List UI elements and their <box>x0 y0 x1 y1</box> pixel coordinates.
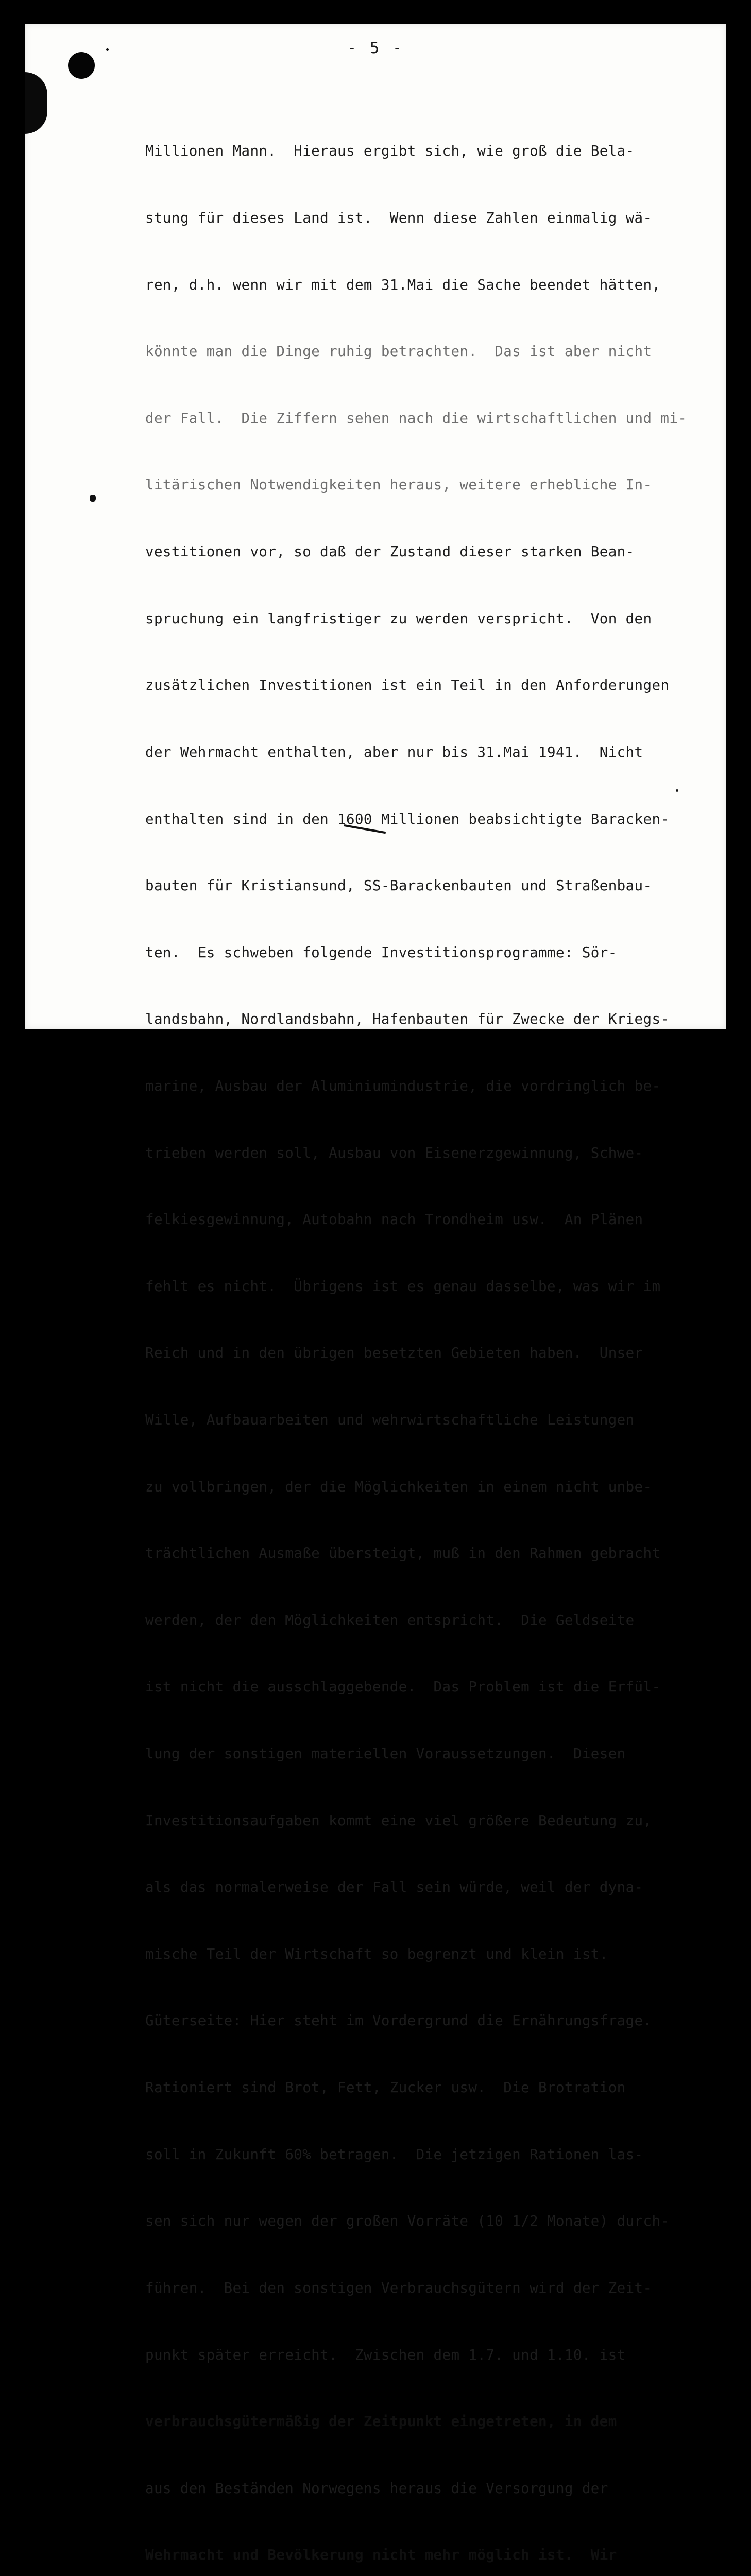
text-line: marine, Ausbau der Aluminiumindustrie, die vordringlich be- <box>145 1077 661 1094</box>
text-line: spruchung ein langfristiger zu werden verspricht. Von den <box>145 610 652 627</box>
text-line: punkt später erreicht. Zwischen dem 1.7. und 1.10. ist <box>145 2346 626 2363</box>
text-line: lung der sonstigen materiellen Voraussetzungen. Diesen <box>145 1745 626 1762</box>
text-line: zu vollbringen, der die Möglichkeiten in einem nicht unbe- <box>145 1478 652 1495</box>
page-number: - 5 - <box>347 39 404 57</box>
text-line: führen. Bei den sonstigen Verbrauchsgütern wird der Zeit- <box>145 2279 652 2296</box>
text-line: fehlt es nicht. Übrigens ist es genau dasselbe, was wir im <box>145 1278 661 1295</box>
text-line: Millionen Mann. Hieraus ergibt sich, wie groß die Bela- <box>145 143 635 160</box>
text-line: trieben werden soll, Ausbau von Eisenerzgewinnung, Schwe- <box>145 1144 643 1161</box>
text-line: Rationiert sind Brot, Fett, Zucker usw. Die Brotration <box>145 2079 626 2096</box>
text-line: Investitionsaufgaben kommt eine viel größere Bedeutung zu, <box>145 1812 652 1829</box>
text-line: Wille, Aufbauarbeiten und wehrwirtschaftliche Leistungen <box>145 1411 635 1428</box>
text-line: landsbahn, Nordlandsbahn, Hafenbauten für Zwecke der Kriegs- <box>145 1011 670 1028</box>
text-line: könnte man die Dinge ruhig betrachten. Das ist aber nicht <box>145 343 652 360</box>
text-line: trächtlichen Ausmaße übersteigt, muß in den Rahmen gebracht <box>145 1545 661 1562</box>
text-line: Wehrmacht und Bevölkerung nicht mehr möglich ist. Wir <box>145 2547 617 2564</box>
text-line: ten. Es schweben folgende Investitionsprogramme: Sör- <box>145 944 617 961</box>
text-line: Reich und in den übrigen besetzten Gebieten haben. Unser <box>145 1345 643 1362</box>
text-line: sen sich nur wegen der großen Vorräte (10 1/2 Monate) durch- <box>145 2213 670 2230</box>
text-line: ist nicht die ausschlaggebende. Das Problem ist die Erfül- <box>145 1679 661 1696</box>
text-line: mische Teil der Wirtschaft so begrenzt und klein ist. <box>145 1945 608 1962</box>
text-line: zusätzlichen Investitionen ist ein Teil in den Anforderungen <box>145 677 670 694</box>
text-line: ren, d.h. wenn wir mit dem 31.Mai die Sache beendet hätten, <box>145 276 661 293</box>
typewritten-body <box>145 96 691 2576</box>
ink-speck <box>90 495 96 502</box>
text-line: verbrauchsgütermäßig der Zeitpunkt eingetreten, in dem <box>145 2413 617 2430</box>
text-line: stung für dieses Land ist. Wenn diese Zahlen einmalig wä- <box>145 210 652 227</box>
text-line: vestitionen vor, so daß der Zustand dieser starken Bean- <box>145 544 635 561</box>
text-line: Güterseite: Hier steht im Vordergrund die Ernährungsfrage. <box>145 2012 652 2029</box>
text-line: als das normalerweise der Fall sein würde, weil der dyna- <box>145 1879 643 1896</box>
text-line: enthalten sind in den 1600 Millionen beabsichtigte Baracken- <box>145 810 670 827</box>
text-line: felkiesgewinnung, Autobahn nach Trondheim usw. An Plänen <box>145 1211 643 1228</box>
text-line: werden, der den Möglichkeiten entspricht. Die Geldseite <box>145 1612 635 1629</box>
text-line: litärischen Notwendigkeiten heraus, weitere erhebliche In- <box>145 477 652 494</box>
text-line: aus den Beständen Norwegens heraus die Versorgung der <box>145 2480 608 2497</box>
text-line: der Fall. Die Ziffern sehen nach die wirtschaftlichen und mi- <box>145 410 687 427</box>
text-line: der Wehrmacht enthalten, aber nur bis 31.Mai 1941. Nicht <box>145 743 643 760</box>
text-line: soll in Zukunft 60% betragen. Die jetzigen Rationen las- <box>145 2146 643 2163</box>
text-line: bauten für Kristiansund, SS-Barackenbauten und Straßenbau- <box>145 877 652 894</box>
